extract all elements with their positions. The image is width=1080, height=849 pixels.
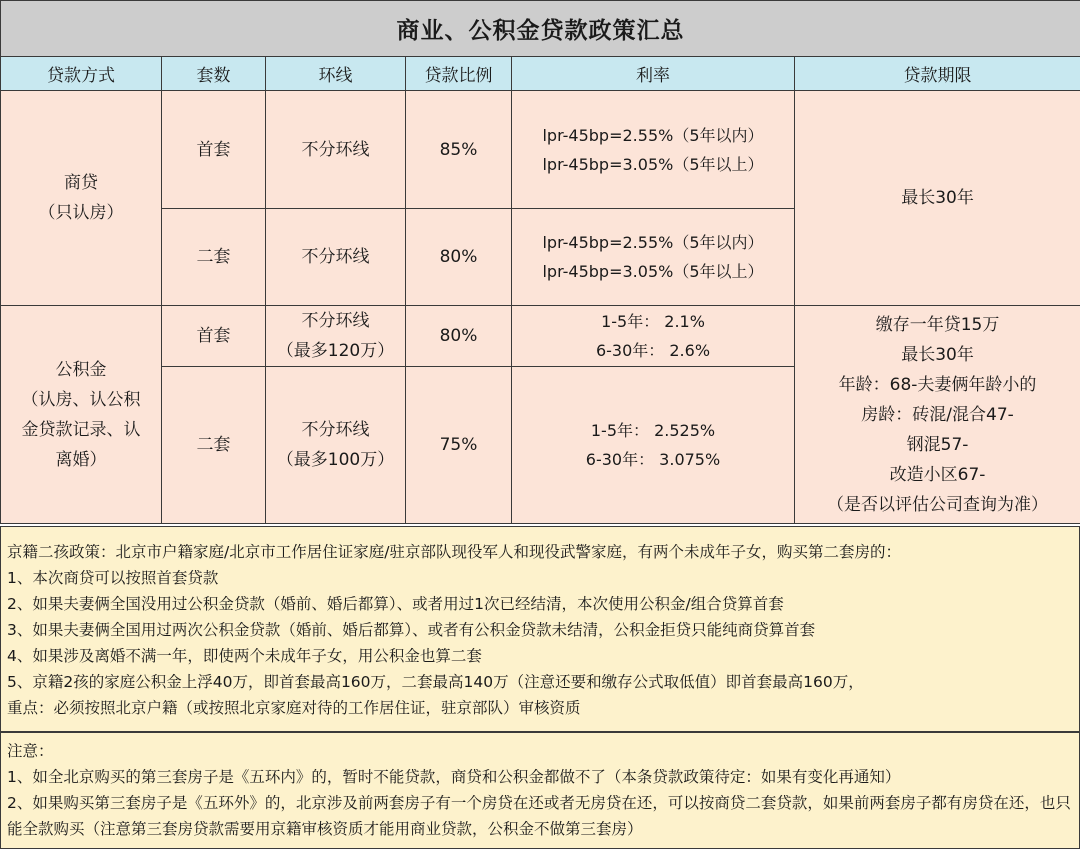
policy-line: 2、如果夫妻俩全国没用过公积金贷款（婚前、婚后都算）、或者用过1次已经结清，本次使用公积金/组合贷算首套 [7, 595, 784, 613]
notice-line: 注意： [7, 742, 54, 760]
fund-type-note: （认房、认公积 [21, 389, 141, 410]
commercial-type-note: （只认房） [38, 203, 124, 223]
term-line: 缴存一年贷15万 [875, 314, 1000, 335]
header-ratio: 贷款比例 [406, 57, 512, 91]
fund-second-ring [266, 367, 406, 524]
commercial-second-ratio: 80% [406, 209, 512, 306]
rate-line: 6-30年： 2.6% [595, 341, 711, 360]
table-row [1, 306, 1080, 367]
notice-line: 2、如果购买第三套房子是《五环外》的，北京涉及前两套房子有一个房贷在还或者无房贷在还，可以按商贷二套贷款，如果前两套房子都有房贷在还，也只能全款购买（注意第三套房贷款需要用京籍审核资质才能用商业贷款，公积金不做第三套房） [7, 794, 1071, 838]
policy-line: 5、京籍2孩的家庭公积金上浮40万，即首套最高160万，二套最高140万（注意还要和缴存公式取低值）即首套最高160万， [7, 673, 864, 691]
fund-type-cell [1, 306, 162, 524]
rate-line: lpr-45bp=2.55%（5年以内） [542, 125, 764, 145]
commercial-second-rate [512, 209, 795, 306]
header-loan-type: 贷款方式 [1, 57, 162, 91]
term-line: （是否以评估公司查询为准） [827, 494, 1049, 515]
term-line: 钢混57- [906, 434, 969, 455]
term-line: 改造小区67- [889, 464, 986, 485]
term-line: 房龄：砖混/混合47- [861, 404, 1014, 425]
fund-term [795, 306, 1080, 524]
term-line: 最长30年 [901, 344, 974, 365]
fund-second-rate [512, 367, 795, 524]
commercial-second-ring: 不分环线 [266, 209, 406, 306]
fund-first-rate [512, 306, 795, 367]
fund-first-ratio: 80% [406, 306, 512, 367]
rate-line: lpr-45bp=2.55%（5年以内） [542, 233, 764, 252]
fund-type-name: 公积金 [55, 359, 107, 380]
ring-line: 不分环线 [301, 420, 370, 440]
commercial-first-ratio: 85% [406, 91, 512, 209]
commercial-first-ring: 不分环线 [266, 91, 406, 209]
policy-line: 重点：必须按照北京户籍（或按照北京家庭对待的工作居住证，驻京部队）审核资质 [7, 699, 581, 717]
policy-line: 4、如果涉及离婚不满一年，即使两个未成年子女，用公积金也算二套 [7, 647, 482, 665]
commercial-second-count: 二套 [162, 209, 266, 306]
rate-line: lpr-45bp=3.05%（5年以上） [542, 262, 764, 281]
ring-limit: （最多100万） [276, 450, 395, 470]
rate-line: 1-5年： 2.1% [601, 312, 705, 331]
rate-line: 1-5年： 2.525% [590, 421, 716, 440]
term-line: 年龄：68-夫妻俩年龄小的 [838, 374, 1037, 395]
header-rate: 利率 [512, 57, 795, 91]
fund-second-count: 二套 [162, 367, 266, 524]
commercial-type-name: 商贷 [64, 173, 98, 193]
policy-line: 京籍二孩政策：北京市户籍家庭/北京市工作居住证家庭/驻京部队现役军人和现役武警家庭，有两个未成年子女，购买第二套房的： [7, 543, 901, 561]
header-term: 贷款期限 [795, 57, 1080, 91]
ring-limit: （最多120万） [276, 341, 395, 361]
fund-first-ring [266, 306, 406, 367]
commercial-first-rate [512, 91, 795, 209]
rate-line: 6-30年： 3.075% [585, 450, 721, 469]
notice-box [0, 732, 1080, 849]
fund-first-count: 首套 [162, 306, 266, 367]
policy-line: 1、本次商贷可以按照首套贷款 [7, 569, 219, 587]
fund-second-ratio: 75% [406, 367, 512, 524]
rate-line: lpr-45bp=3.05%（5年以上） [542, 154, 764, 174]
table-row [1, 91, 1080, 209]
second-child-policy-box [0, 526, 1080, 732]
header-count: 套数 [162, 57, 266, 91]
fund-type-note: 离婚） [55, 449, 107, 470]
fund-type-note: 金贷款记录、认 [21, 419, 141, 440]
ring-line: 不分环线 [301, 311, 370, 331]
header-row [1, 57, 1080, 91]
table-title: 商业、公积金贷款政策汇总 [1, 1, 1080, 57]
commercial-term: 最长30年 [795, 91, 1080, 306]
commercial-type-cell [1, 91, 162, 306]
commercial-first-count: 首套 [162, 91, 266, 209]
notice-line: 1、如全北京购买的第三套房子是《五环内》的，暂时不能贷款，商贷和公积金都做不了（本条贷款政策待定：如果有变化再通知） [7, 768, 901, 786]
policy-line: 3、如果夫妻俩全国用过两次公积金贷款（婚前、婚后都算）、或者有公积金贷款未结清，公积金拒贷只能纯商贷算首套 [7, 621, 816, 639]
header-ring: 环线 [266, 57, 406, 91]
